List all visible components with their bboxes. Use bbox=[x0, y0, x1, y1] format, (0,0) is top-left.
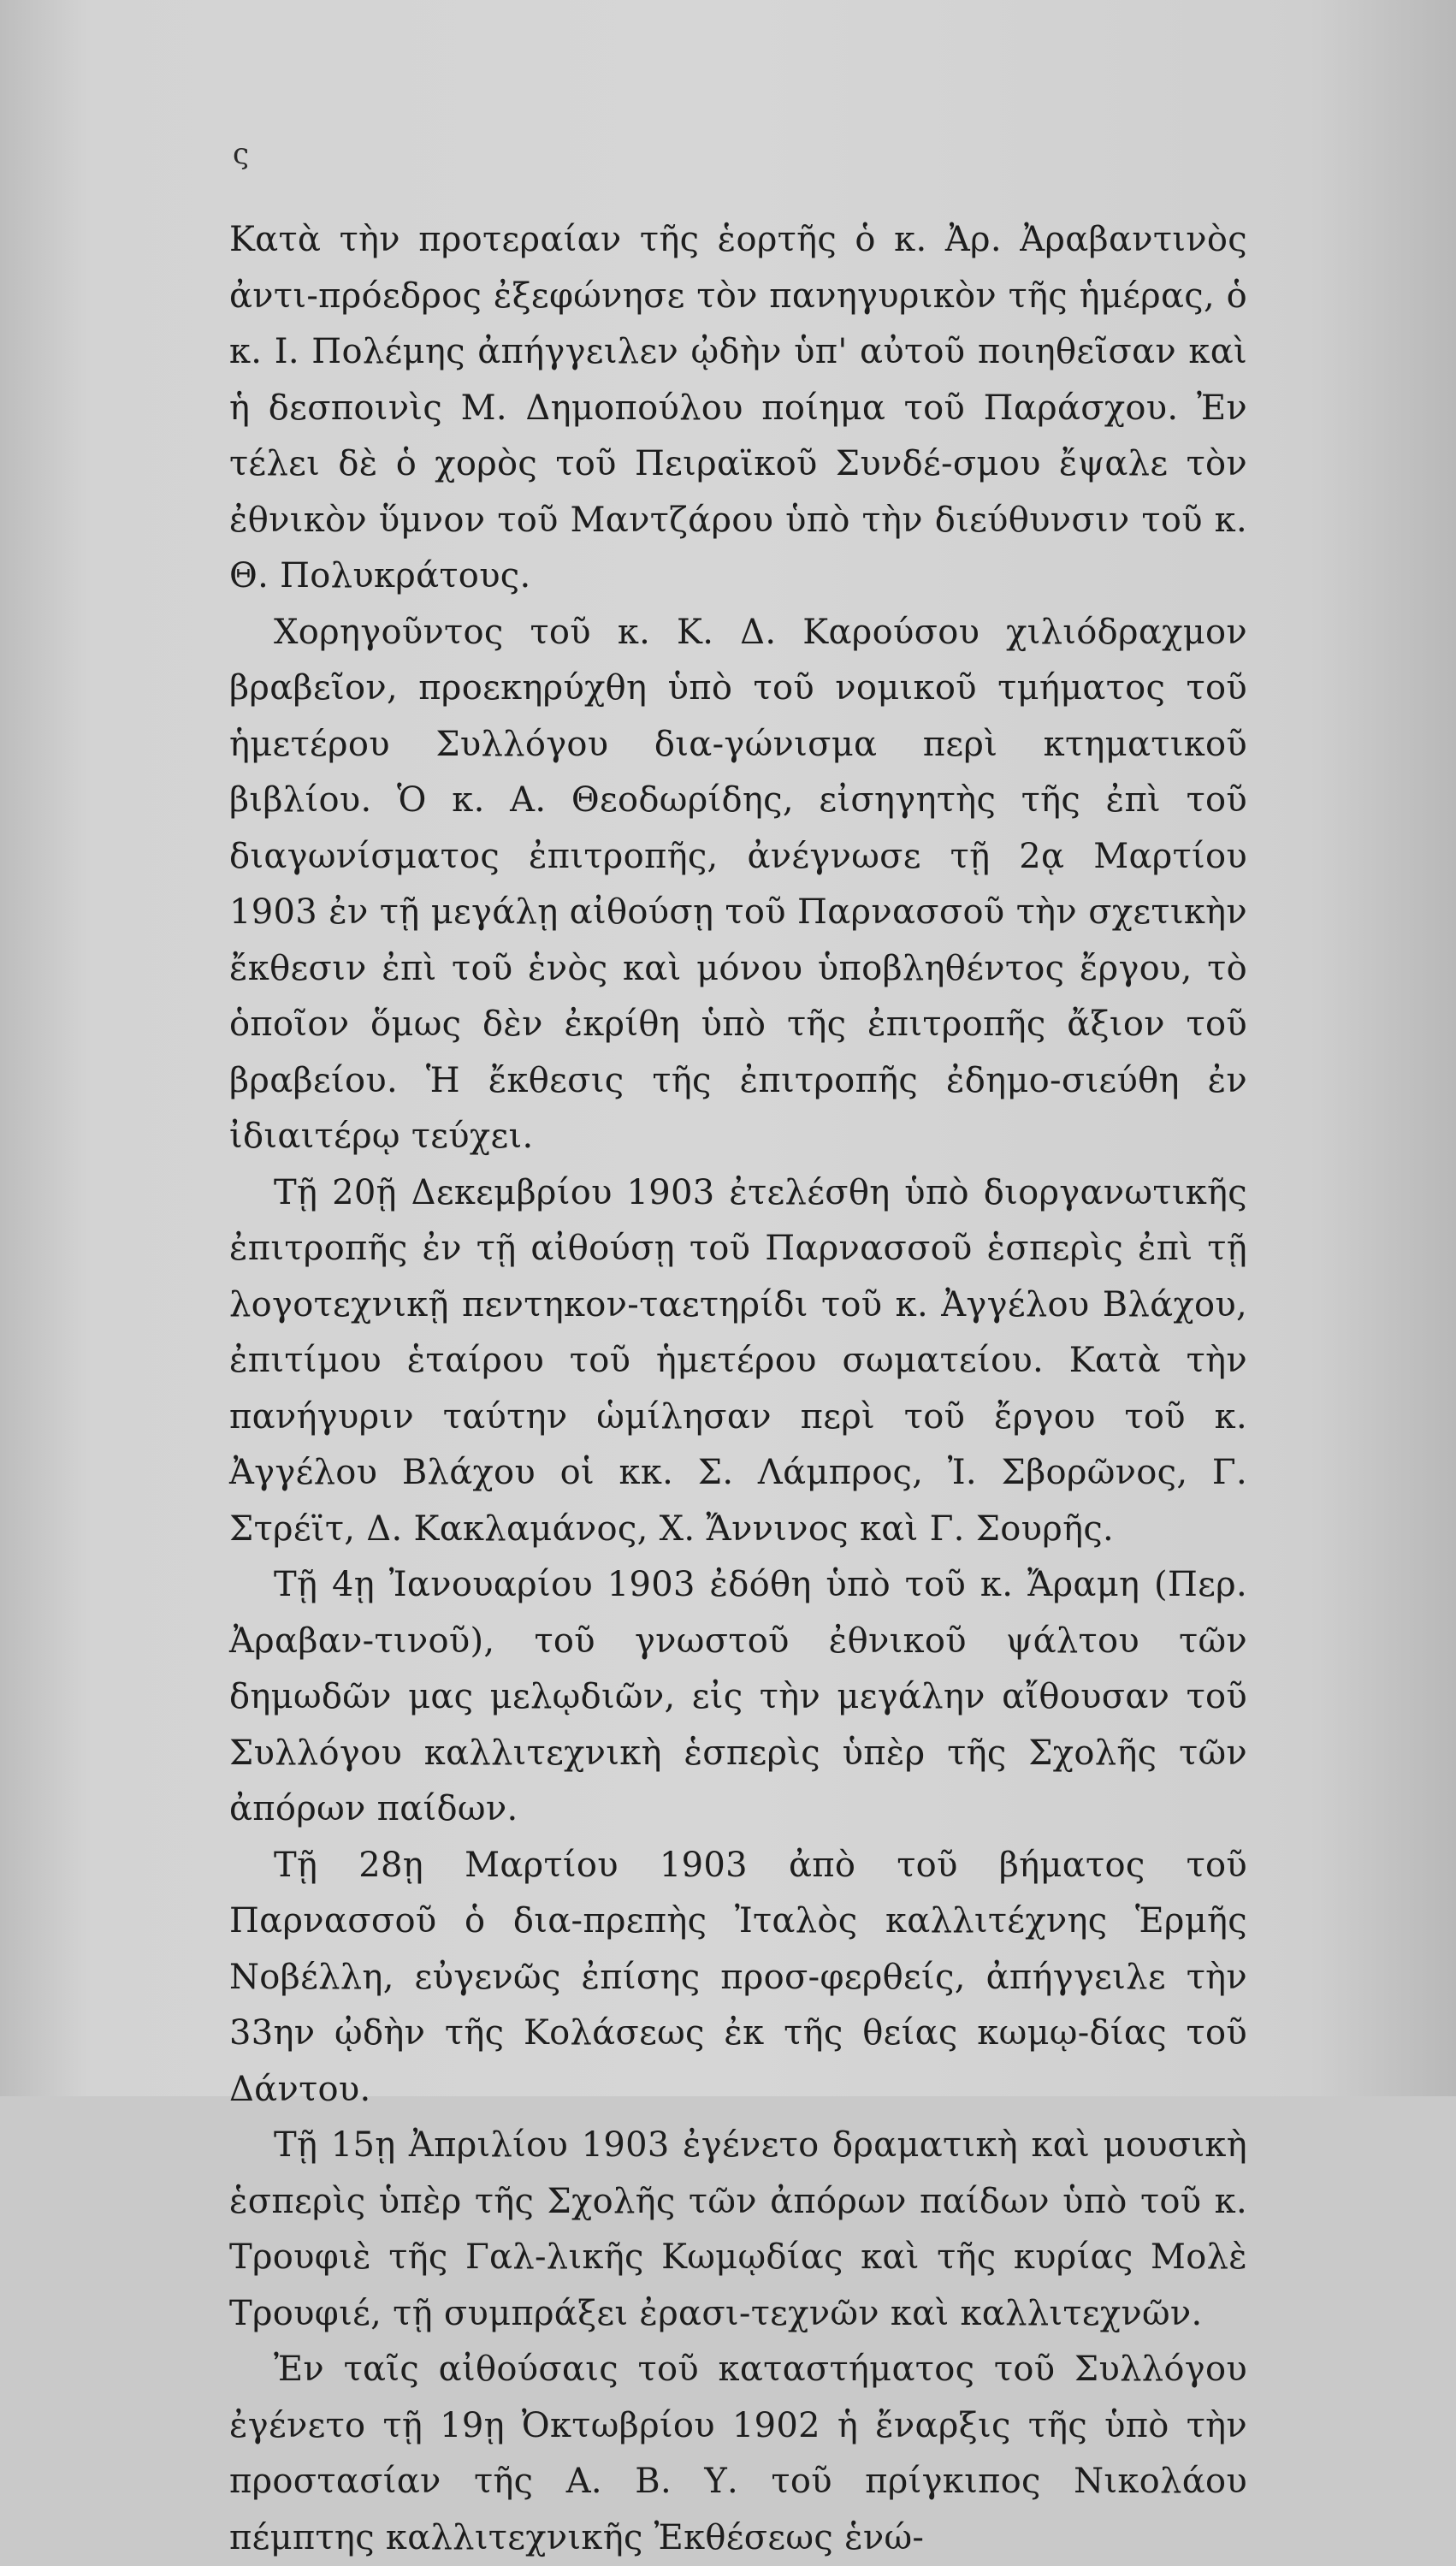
paragraph-5: Τῇ 28ῃ Μαρτίου 1903 ἀπὸ τοῦ βήματος τοῦ Παρνασσοῦ ὁ δια-πρεπὴς Ἰταλὸς καλλιτέχνης Ἑρμῆς Νοβέλλη, εὐγενῶς ἐπίσης προσ-φερθείς, ἀπήγγειλε τὴν 33ην ᾠδὴν τῆς Κολάσεως ἐκ τῆς θείας κωμῳ-δίας τοῦ Δάντου. bbox=[229, 1845, 1247, 2109]
document-body bbox=[229, 212, 1247, 2566]
paragraph-6: Τῇ 15ῃ Ἀπριλίου 1903 ἐγένετο δραματικὴ καὶ μουσικὴ ἑσπερὶς ὑπὲρ τῆς Σχολῆς τῶν ἀπόρων παίδων ὑπὸ τοῦ κ. Τρουφιὲ τῆς Γαλ-λικῆς Κωμῳδίας καὶ τῆς κυρίας Μολὲ Τρουφιέ, τῇ συμπράξει ἐρασι-τεχνῶν καὶ καλλιτεχνῶν. bbox=[229, 2125, 1247, 2333]
paragraph-7: Ἐν ταῖς αἰθούσαις τοῦ καταστήματος τοῦ Συλλόγου ἐγένετο τῇ 19ῃ Ὀκτωβρίου 1902 ἡ ἔναρξις τῆς ὑπὸ τὴν προστασίαν τῆς Α. Β. Υ. τοῦ πρίγκιπος Νικολάου πέμπτης καλλιτεχνικῆς Ἐκθέσεως ἑνώ- bbox=[229, 2350, 1247, 2557]
paragraph-4: Τῇ 4ῃ Ἰανουαρίου 1903 ἐδόθη ὑπὸ τοῦ κ. Ἄραμη (Περ. Ἀραβαν-τινοῦ), τοῦ γνωστοῦ ἐθνικοῦ ψάλτου τῶν δημωδῶν μας μελῳδιῶν, εἰς τὴν μεγάλην αἴθουσαν τοῦ Συλλόγου καλλιτεχνικὴ ἑσπερὶς ὑπὲρ τῆς Σχολῆς τῶν ἀπόρων παίδων. bbox=[229, 1565, 1247, 1828]
paragraph-1: Κατὰ τὴν προτεραίαν τῆς ἑορτῆς ὁ κ. Ἀρ. Ἀραβαντινὸς ἀντι-πρόεδρος ἐξεφώνησε τὸν πανηγυρικὸν τῆς ἡμέρας, ὁ κ. Ι. Πολέμης ἀπήγγειλεν ᾠδὴν ὑπ' αὐτοῦ ποιηθεῖσαν καὶ ἡ δεσποινὶς Μ. Δημοπούλου ποίημα τοῦ Παράσχου. Ἐν τέλει δὲ ὁ χορὸς τοῦ Πειραϊκοῦ Συνδέ-σμου ἔψαλε τὸν ἐθνικὸν ὕμνον τοῦ Μαντζάρου ὑπὸ τὴν διεύθυνσιν τοῦ κ. Θ. Πολυκράτους. bbox=[229, 220, 1247, 596]
paragraph-3: Τῇ 20ῇ Δεκεμβρίου 1903 ἐτελέσθη ὑπὸ διοργανωτικῆς ἐπιτροπῆς ἐν τῇ αἰθούσῃ τοῦ Παρνασσοῦ ἑσπερὶς ἐπὶ τῇ λογοτεχνικῇ πεντηκον-ταετηρίδι τοῦ κ. Ἀγγέλου Βλάχου, ἐπιτίμου ἑταίρου τοῦ ἡμετέρου σωματείου. Κατὰ τὴν πανήγυριν ταύτην ὡμίλησαν περὶ τοῦ ἔργου τοῦ κ. Ἀγγέλου Βλάχου οἱ κκ. Σ. Λάμπρος, Ἰ. Σβορῶνος, Γ. Στρέϊτ, Δ. Κακλαμάνος, Χ. Ἄννινος καὶ Γ. Σουρῆς. bbox=[229, 1172, 1247, 1549]
paragraph-2: Χορηγοῦντος τοῦ κ. Κ. Δ. Καρούσου χιλιόδραχμον βραβεῖον, προεκηρύχθη ὑπὸ τοῦ νομικοῦ τμήματος τοῦ ἡμετέρου Συλλόγου δια-γώνισμα περὶ κτηματικοῦ βιβλίου. Ὁ κ. Α. Θεοδωρίδης, εἰσηγητὴς τῆς ἐπὶ τοῦ διαγωνίσματος ἐπιτροπῆς, ἀνέγνωσε τῇ 2ᾳ Μαρτίου 1903 ἐν τῇ μεγάλῃ αἰθούσῃ τοῦ Παρνασσοῦ τὴν σχετικὴν ἔκθεσιν ἐπὶ τοῦ ἑνὸς καὶ μόνου ὑποβληθέντος ἔργου, τὸ ὁποῖον ὅμως δὲν ἐκρίθη ὑπὸ τῆς ἐπιτροπῆς ἄξιον τοῦ βραβείου. Ἡ ἔκθεσις τῆς ἐπιτροπῆς ἐδημο-σιεύθη ἐν ἰδιαιτέρῳ τεύχει. bbox=[229, 612, 1247, 1156]
page-corner-mark: ς bbox=[233, 137, 250, 171]
